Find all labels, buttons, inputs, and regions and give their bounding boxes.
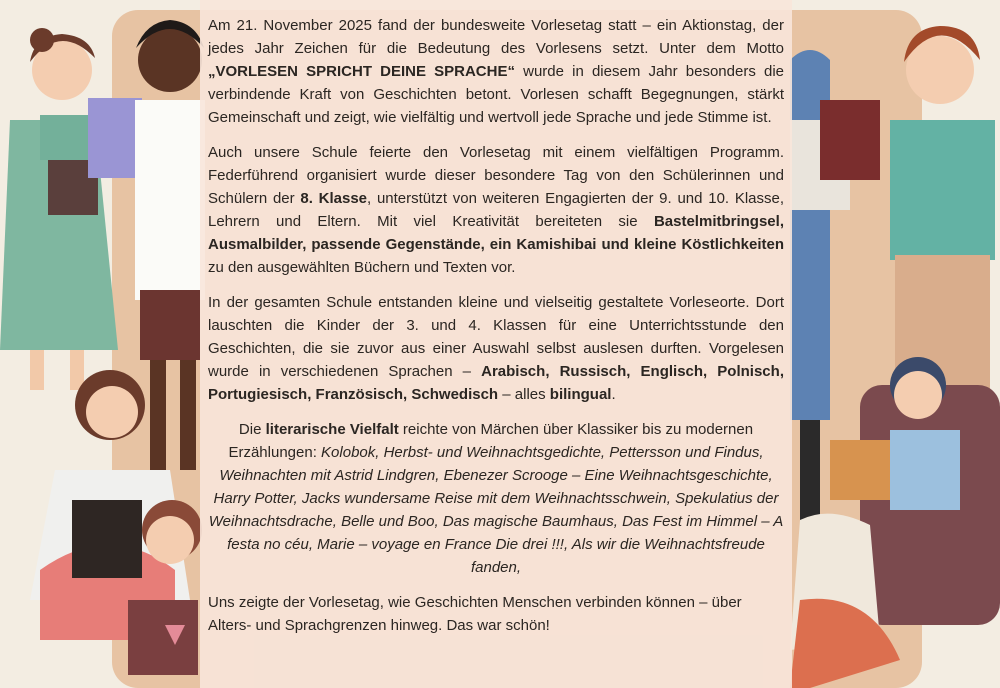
text-run: zu den ausgewählten Büchern und Texten vor. bbox=[208, 259, 516, 276]
paragraph-closing bbox=[208, 591, 784, 637]
text-run: bilingual bbox=[549, 386, 612, 403]
text-run: literarische Vielfalt bbox=[265, 421, 399, 438]
text-run: reichte von Märchen über Klassiker bis zu modernen Erzählungen: bbox=[228, 421, 754, 461]
text-run: wurde in diesem Jahr besonders die verbindende Kraft von Geschichten betont. Vorlesen schafft Begegnungen, stärkt Gemeinschaft und zeigt, wie vielfältig und wertvoll jede Sprache und jede Stimme ist. bbox=[208, 63, 784, 126]
text-run: Auch unsere Schule feierte den Vorlesetag mit einem vielfältigen Programm. Federführend organisiert wurde dieser besondere Tag von den Schülerinnen und Schülern der bbox=[208, 144, 784, 207]
boy-holding-book-icon bbox=[135, 20, 205, 470]
illustration-left-readers bbox=[0, 0, 205, 688]
paragraph-program bbox=[208, 141, 784, 279]
illustration-right-readers bbox=[790, 0, 1000, 688]
text-run: In der gesamten Schule entstanden kleine und vielseitig gestaltete Vorleseorte. Dort lauschten die Kinder der 3. und 4. Klassen für eine Unterrichtsstunde den Geschichten, die sie zuvor aus einer Auswahl selbst auslesen durften. Vorgelesen wurde in verschiedenen Sprachen – bbox=[208, 294, 784, 380]
text-run: Am 21. November 2025 fand der bundesweite Vorlesetag statt – ein Aktionstag, der jedes Jahr Zeichen für die Bedeutung des Vorlesens setzt. Unter dem Motto bbox=[208, 17, 784, 57]
article-text bbox=[208, 14, 784, 649]
girl-in-green-dress-reading-icon bbox=[0, 28, 142, 390]
text-run: „VORLESEN SPRICHT DEINE SPRACHE“ bbox=[208, 63, 515, 80]
text-run: Uns zeigte der Vorlesetag, wie Geschichten Menschen verbinden können – über Alters- und Sprachgrenzen hinweg. Das war schön! bbox=[208, 594, 742, 634]
text-run: 8. Klasse bbox=[300, 190, 368, 207]
text-run: Arabisch, Russisch, Englisch, Polnisch, Portugiesisch, Französisch, Schwedisch bbox=[208, 363, 784, 403]
text-run: Kolobok, Herbst- und Weihnachtsgedichte, Pettersson und Findus, Weihnachten mit Astrid Lindgren, Ebenezer Scrooge – Eine Weihnachtsgeschichte, Harry Potter, Jacks wundersame Reise mit dem Weihnachtsschwein, Spekulatius der Weihnachtsdrache, Belle und Boo, Das magische Baumhaus, Das Fest im Himmel – A festa no céu, Marie – voyage en France Die drei !!!, Als wir die Weihnachtsfreude fanden, bbox=[208, 444, 784, 576]
paragraph-literary-variety bbox=[208, 418, 784, 579]
text-run: . bbox=[611, 386, 616, 403]
text-run: – alles bbox=[498, 386, 550, 403]
text-run: , unterstützt von weiteren Engagierten der 9. und 10. Klasse, Lehrern und Eltern. Mit viel Kreativität bereiteten sie bbox=[208, 190, 785, 230]
text-run: Bastelmitbringsel, Ausmalbilder, passende Gegenstände, ein Kamishibai und kleine Köstlichkeiten bbox=[208, 213, 784, 253]
paragraph-motto bbox=[208, 14, 784, 129]
text-run: Die bbox=[238, 421, 266, 438]
paragraph-reading-locations bbox=[208, 291, 784, 406]
